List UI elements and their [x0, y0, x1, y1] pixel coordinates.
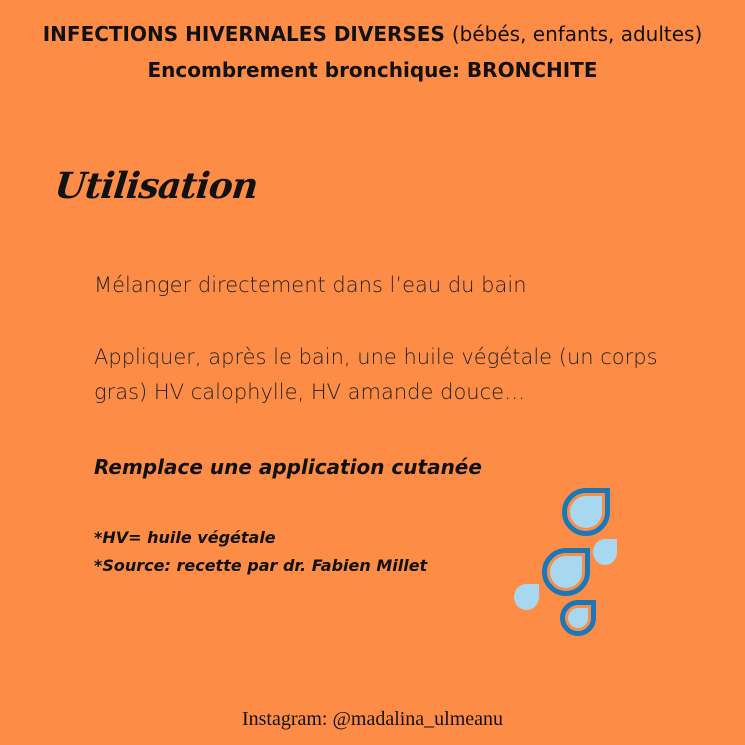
header-subtitle: Encombrement bronchique: BRONCHITE [147, 58, 598, 82]
drop-icon [560, 600, 596, 636]
drop-icon [514, 584, 539, 610]
note-source: *Source: recette par dr. Fabien Millet [94, 556, 428, 575]
drop-icon [593, 539, 617, 565]
drop-icon [542, 548, 590, 596]
note-hv: *HV= huile végétale [94, 528, 276, 547]
drop-icon [562, 488, 610, 536]
body-line-1: Mélanger directement dans l’eau du bain [94, 273, 527, 297]
emphasis-text: Remplace une application cutanée [94, 455, 482, 479]
header-title [0, 22, 745, 46]
title-light: (bébés, enfants, adultes) [451, 22, 703, 46]
title-bold: INFECTIONS HIVERNALES DIVERSES [42, 22, 445, 46]
instagram-handle: Instagram: @madalina_ulmeanu [241, 708, 504, 730]
section-title: Utilisation [52, 165, 260, 207]
body-line-2: Appliquer, après le bain, une huile végétale (un corps gras) HV calophylle, HV amande douce… [94, 345, 658, 404]
